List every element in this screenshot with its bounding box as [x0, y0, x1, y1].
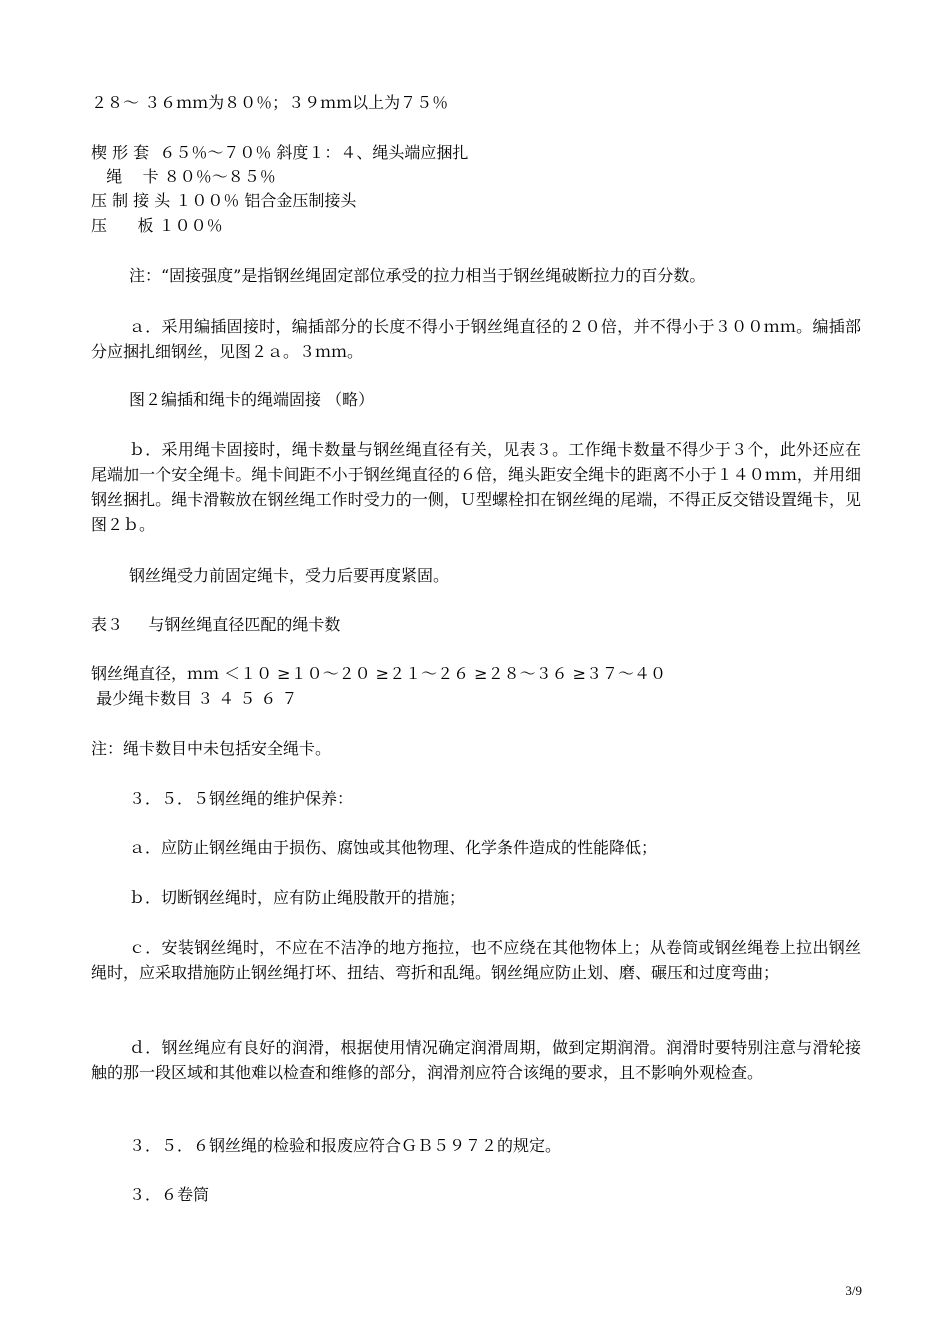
item-b: ｂ．切断钢丝绳时，应有防止绳股散开的措施； [129, 888, 466, 907]
table-3-row-count: 最少绳卡数目 ３ ４ ５ ６ ７ [91, 689, 298, 708]
table-3-title: 表３ 与钢丝绳直径匹配的绳卡数 [91, 615, 341, 634]
section-3-5-6: ３．５．６钢丝绳的检验和报废应符合ＧＢ５９７２的规定。 [129, 1136, 562, 1155]
figure-2-caption: 图２编插和绳卡的绳端固接 （略） [129, 390, 375, 409]
strength-line-press-joint: 压 制 接 头 １００％ 铝合金压制接头 [91, 191, 357, 210]
paragraph-fix-clip: 钢丝绳受力前固定绳卡，受力后要再度紧固。 [129, 566, 450, 585]
table-3-note: 注：绳卡数目中未包括安全绳卡。 [91, 739, 332, 758]
paragraph-a: ａ．采用编插固接时，编插部分的长度不得小于钢丝绳直径的２０倍，并不得小于３００ｍｍ。编插部分应捆扎细钢丝，见图２ａ。３ｍｍ。 [91, 317, 861, 361]
item-c: ｃ．安装钢丝绳时，不应在不洁净的地方拖拉，也不应绕在其他物体上；从卷筒或钢丝绳卷上拉出钢丝绳时，应采取措施防止钢丝绳打坏、扭结、弯折和乱绳。钢丝绳应防止划、磨、碾压和过度弯曲； [91, 938, 861, 982]
table-3-row-diameter: 钢丝绳直径，ｍｍ ＜１０ ≥１０～２０ ≥２１～２６ ≥２８～３６ ≥３７～４０ [91, 664, 667, 683]
strength-line-clip: 绳 卡 ８０％～８５％ [91, 167, 276, 186]
section-3-6-heading: ３．６卷筒 [129, 1185, 210, 1204]
item-a: ａ．应防止钢丝绳由于损伤、腐蚀或其他物理、化学条件造成的性能降低； [129, 838, 658, 857]
section-3-5-5-heading: ３．５．５钢丝绳的维护保养： [129, 789, 354, 808]
paragraph-b: ｂ．采用绳卡固接时，绳卡数量与钢丝绳直径有关，见表３。工作绳卡数量不得少于３个，此外还应在尾端加一个安全绳卡。绳卡间距不小于钢丝绳直径的６倍，绳头距安全绳卡的距离不小于１４０ｍｍ，并用细钢丝捆扎。绳卡滑鞍放在钢丝绳工作时受力的一侧，Ｕ型螺栓扣在钢丝绳的尾端，不得正反交错设置绳卡，见图２ｂ。 [91, 440, 861, 534]
note-strength: 注：“固接强度”是指钢丝绳固定部位承受的拉力相当于钢丝绳破断拉力的百分数。 [129, 266, 706, 285]
strength-line-1: ２８～ ３６ｍｍ为８０％；３９ｍｍ以上为７５％ [91, 93, 449, 112]
page-number: 3/9 [845, 1283, 862, 1298]
item-d: ｄ．钢丝绳应有良好的润滑，根据使用情况确定润滑周期，做到定期润滑。润滑时要特别注意与滑轮接触的那一段区域和其他难以检查和维修的部分，润滑剂应符合该绳的要求，且不影响外观检查。 [91, 1038, 861, 1082]
strength-line-plate: 压 板 １００％ [91, 216, 223, 235]
strength-line-wedge: 楔 形 套 ６５％～７０％ 斜度１：４、绳头端应捆扎 [91, 143, 469, 162]
